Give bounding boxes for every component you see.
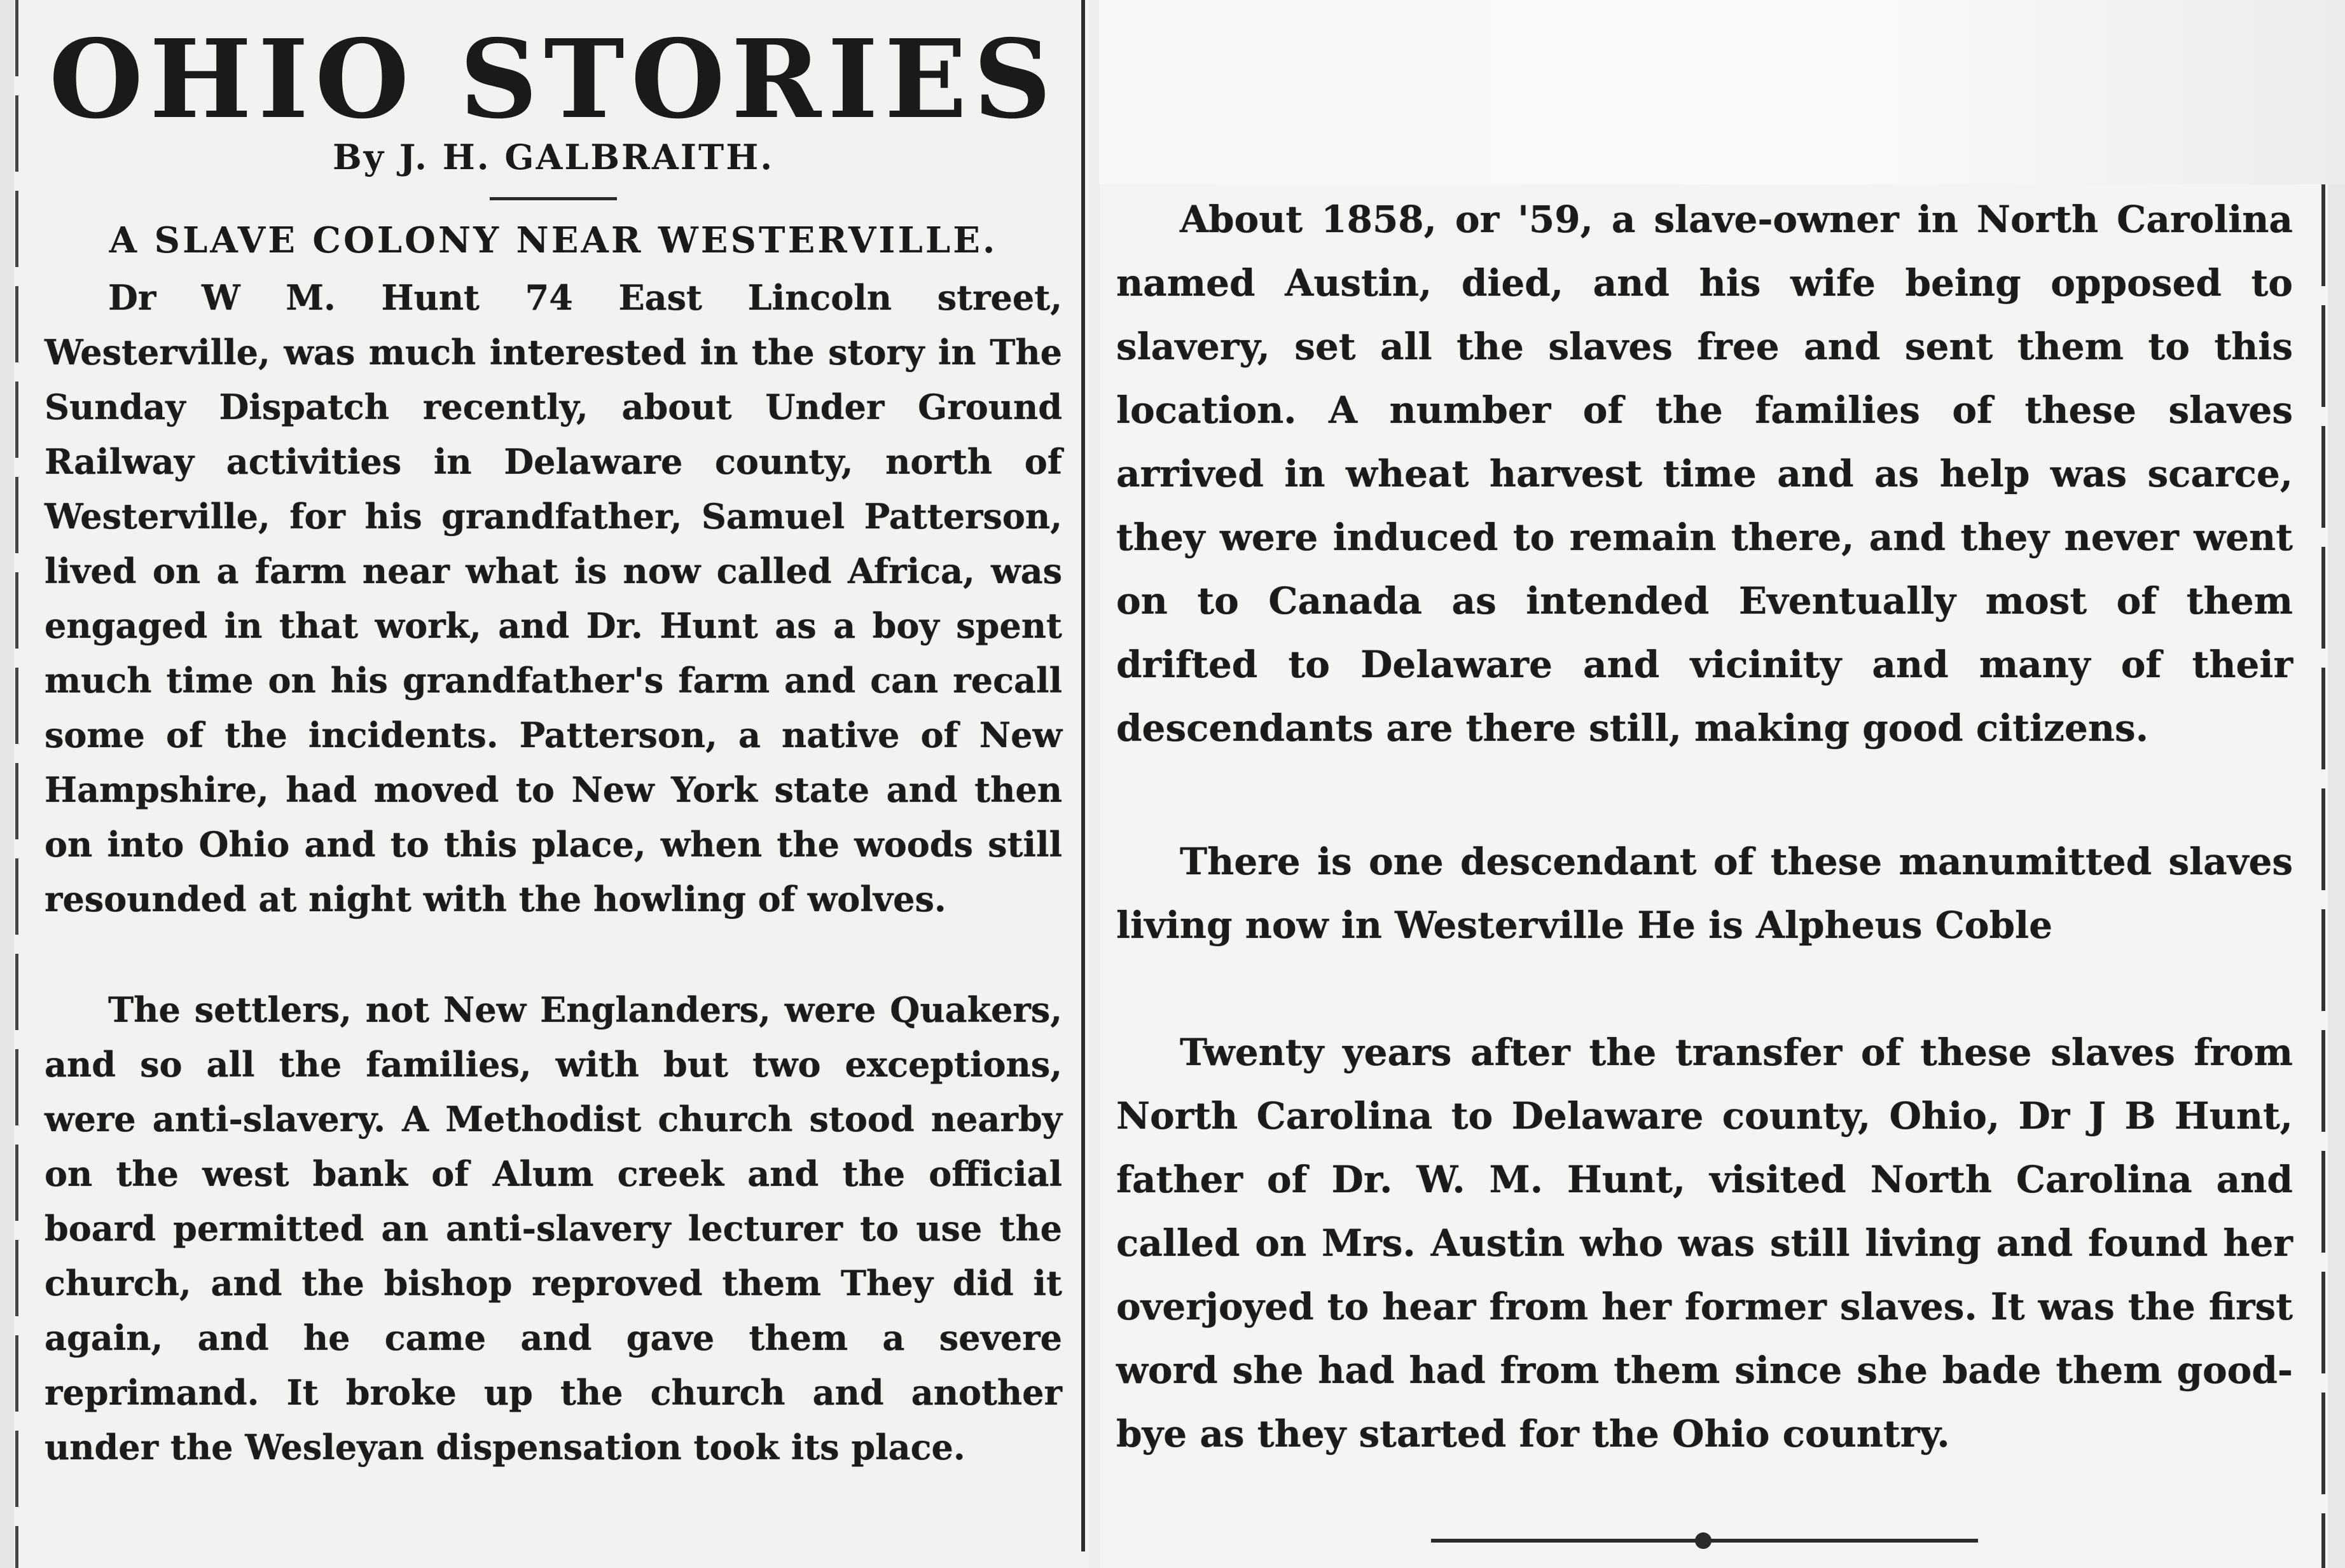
article-paragraph: There is one descendant of these manumitted slaves living now in Westerville He is Alpheus Coble [1116,840,2293,947]
title-divider [490,197,617,200]
article-paragraph: About 1858, or '59, a slave-owner in North Carolina named Austin, died, and his wife being opposed to slavery, set all the slaves free and sent them to this location. A number of the families of these slaves arrived in wheat harvest time and as help was scarce, they were induced to remain there, and they never went on to Canada as intended Eventually most of them drifted to Delaware and vicinity and many of their descendants are there still, making good citizens. [1116,198,2293,750]
left-clipping-edge [15,0,18,1568]
article-paragraph: The settlers, not New Englanders, were Quakers, and so all the families, with but two exceptions, were anti-slavery. A Methodist church stood nearby on the west bank of Alum creek and the official board permitted an anti-slavery lecturer to use the church, and the bishop reproved them They did it again, and he came and gave them a severe reprimand. It broke up the church and another under the Wesleyan dispensation took its place. [45,989,1062,1468]
article-paragraph: Twenty years after the transfer of these slaves from North Carolina to Delaware county, Ohio, Dr J B Hunt, father of Dr. W. M. Hunt, visited North Carolina and called on Mrs. Austin who was still living and found her overjoyed to hear from her former slaves. It was the first word she had had from them since she bade them good-bye as they started for the Ohio country. [1116,1031,2293,1455]
article-paragraph: Dr W M. Hunt 74 East Lincoln street, Westerville, was much interested in the story in The Sunday Dispatch recently, about Under Ground Railway activities in Delaware county, north of Westerville, for his grandfather, Samuel Patterson, lived on a farm near what is now called Africa, was engaged in that work, and Dr. Hunt as a boy spent much time on his grandfather's farm and can recall some of the incidents. Patterson, a native of New Hampshire, had moved to New York state and then on into Ohio and to this place, when the woods still resounded at night with the howling of wolves. [45,277,1062,919]
byline: By J. H. GALBRAITH. [332,137,775,177]
section-heading: A SLAVE COLONY NEAR WESTERVILLE. [109,219,998,261]
divider-ornament [1695,1532,1712,1549]
right-clipping-edge [2321,184,2325,1568]
background-area [1099,0,2345,184]
page-title: OHIO STORIES [48,16,1058,143]
